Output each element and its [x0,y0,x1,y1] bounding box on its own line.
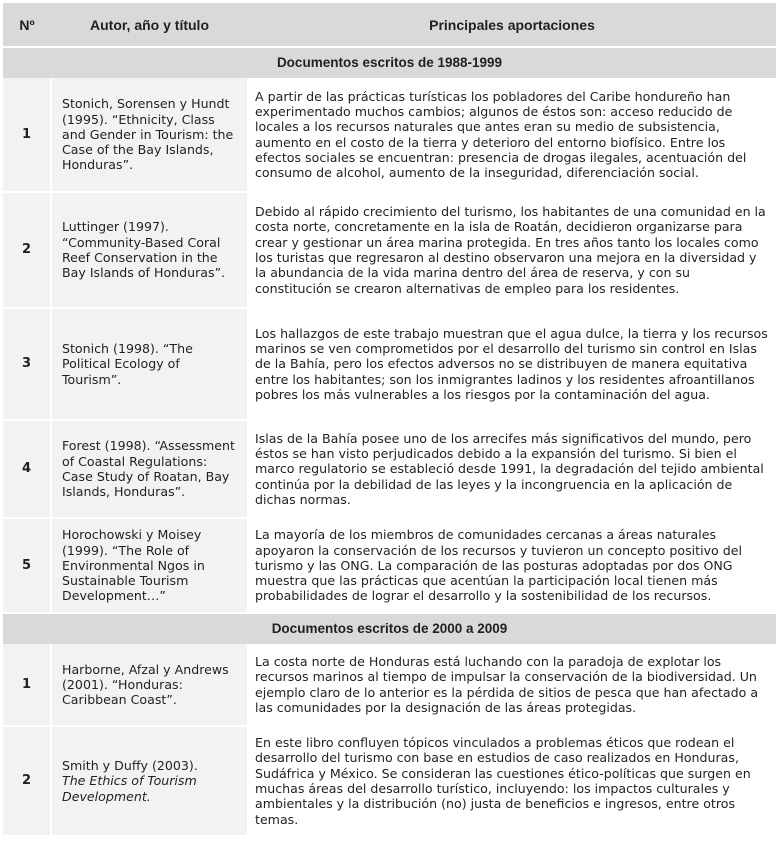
row-number: 4 [3,420,51,518]
section-header-1988-1999 [3,47,776,78]
row-author: Forest (1998). “Assessment of Coastal Regulations: Case Study of Roatan, Bay Islands, Honduras”. [51,420,248,518]
row-author [51,726,248,836]
row-contribution: A partir de las prácticas turísticas los pobladores del Caribe hondureño han experimentado muchos cambios; algunos de éstos son: acceso reducido de locales a los recursos naturales que antes eran su medio de subsistencia, aumento en el costo de la tierra y deterioro del entorno biofísico. Entre los efectos sociales se encuentran: presencia de drogas ilegales, acentuación del consumo de alcohol, aumento de la inseguridad, diferenciación social. [248,78,776,192]
table-row [3,78,776,192]
table-row [3,192,776,308]
author-book-title: The Ethics of Tourism Development. [62,773,197,804]
row-number: 3 [3,308,51,420]
row-contribution: La costa norte de Honduras está luchando con la paradoja de explotar los recursos marinos al tiempo de impulsar la conservación de la biodiversidad. Un ejemplo claro de lo anterior es la pérdida de sitios de pesca que han afectado a las comunidades por la designación de las áreas protegidas. [248,644,776,726]
row-author: Luttinger (1997). “Community-Based Coral Reef Conservation in the Bay Islands of Honduras”. [51,192,248,308]
row-author: Horochowski y Moisey (1999). “The Role of Environmental Ngos in Sustainable Tourism Development…” [51,518,248,613]
row-number: 1 [3,644,51,726]
row-number: 5 [3,518,51,613]
author-citation: Smith y Duffy (2003). [62,758,198,774]
row-author: Stonich, Sorensen y Hundt (1995). “Ethnicity, Class and Gender in Tourism: the Case of the Bay Islands, Honduras”. [51,78,248,192]
header-author: Autor, año y título [51,3,248,47]
table-row [3,308,776,420]
header-num: Nº [3,3,51,47]
row-contribution: La mayoría de los miembros de comunidades cercanas a áreas naturales apoyaron la conservación de los recursos y tuvieron un concepto positivo del turismo y las ONG. La comparación de las posturas adoptadas por dos ONG muestra que las prácticas que acentúan la participación local tienen más probabilidades de lograr el desarrollo y la sostenibilidad de los recursos. [248,518,776,613]
section-header-2000-2009 [3,613,776,644]
section-title: Documentos escritos de 2000 a 2009 [3,613,776,644]
row-number: 1 [3,78,51,192]
row-contribution: Islas de la Bahía posee uno de los arrecifes más significativos del mundo, pero éstos se han visto perjudicados debido a la expansión del turismo. Si bien el marco regulatorio se estableció desde 1991, la degradación del tejido ambiental continúa por la debilidad de las leyes y la incongruencia en la aplicación de dichas normas. [248,420,776,518]
section-title: Documentos escritos de 1988-1999 [3,47,776,78]
row-number: 2 [3,192,51,308]
table-row [3,726,776,836]
row-contribution: En este libro confluyen tópicos vinculados a problemas éticos que rodean el desarrollo del turismo con base en estudios de caso realizados en Honduras, Sudáfrica y México. Se consideran las cuestiones ético-políticas que surgen en muchas áreas del desarrollo turístico, incluyendo: los impactos culturales y ambientales y la distribución (no) justa de beneficios e ingresos, entre otros temas. [248,726,776,836]
table-row [3,644,776,726]
row-contribution: Los hallazgos de este trabajo muestran que el agua dulce, la tierra y los recursos marinos se ven comprometidos por el desarrollo del turismo sin control en Islas de la Bahía, pero los efectos adversos no se distribuyen de manera equitativa entre los habitantes; son los inmigrantes ladinos y los residentes afroantillanos pobres los más vulnerables a los riesgos por la contaminación del agua. [248,308,776,420]
table-row [3,420,776,518]
header-contributions: Principales aportaciones [248,3,776,47]
row-author: Stonich (1998). “The Political Ecology of Tourism”. [51,308,248,420]
literature-table [3,3,776,837]
row-number: 2 [3,726,51,836]
row-author: Harborne, Afzal y Andrews (2001). “Honduras: Caribbean Coast”. [51,644,248,726]
row-contribution: Debido al rápido crecimiento del turismo, los habitantes de una comunidad en la costa norte, concretamente en la isla de Roatán, decidieron organizarse para crear y gestionar un área marina protegida. En tres años tanto los locales como los turistas que regresaron al destino observaron una mejora en la diversidad y la abundancia de la vida marina dentro del área de reserva, y con su constitución se crearon alternativas de empleo para los residentes. [248,192,776,308]
table-header [3,3,776,47]
table-row [3,518,776,613]
